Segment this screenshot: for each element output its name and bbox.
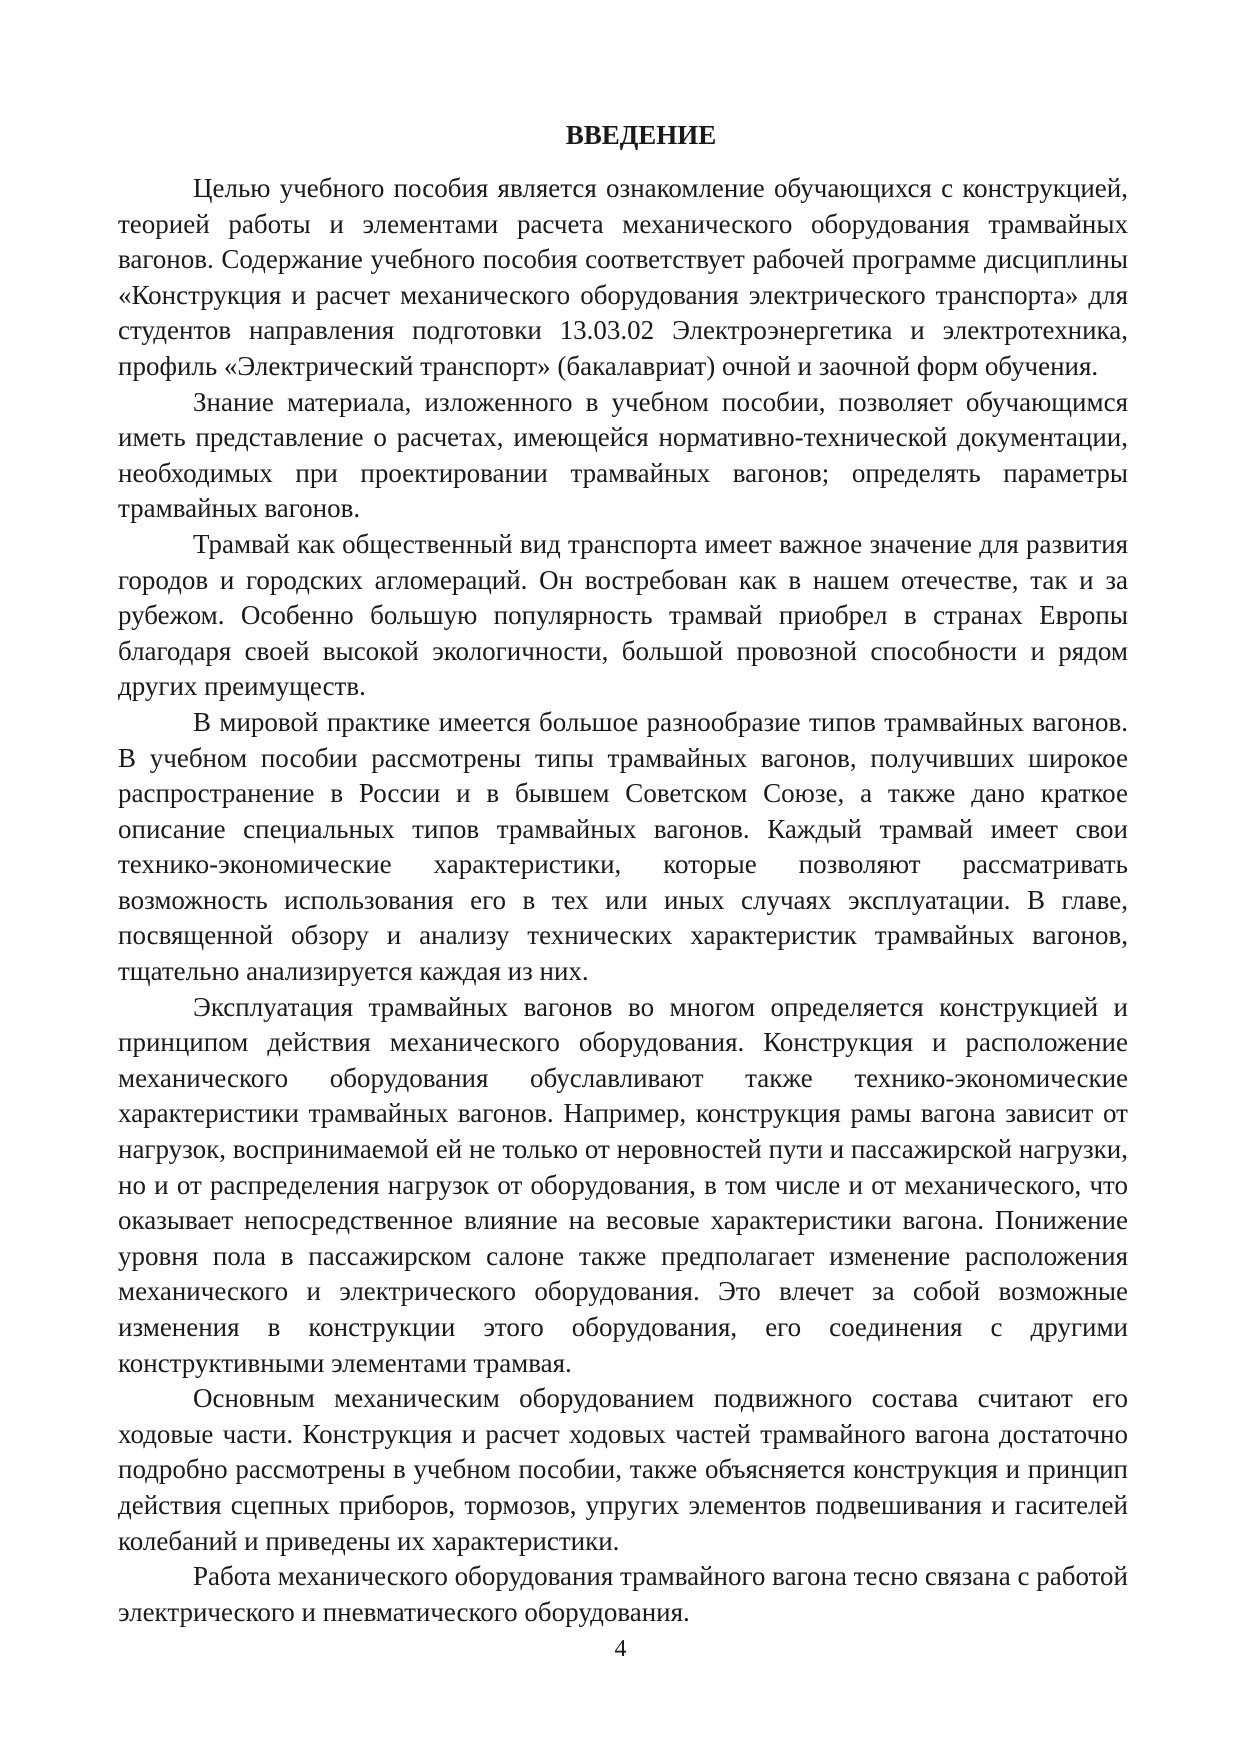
paragraph-purpose: Целью учебного пособия является ознакомление обучающихся с конструкцией, теорией работы и элементами расчета механического оборудования трамвайных вагонов. Содержание учебного пособия соответствует рабочей программе дисциплины «Конструкция и расчет механического оборудования электрического транспорта» для студентов направления подготовки 13.03.02 Электроэнергетика и электротехника, профиль «Электрический транспорт» (бакалавриат) очной и заочной форм обучения. (118, 173, 1128, 381)
paragraph-running-gear: Основным механическим оборудованием подвижного состава считают его ходовые части. Конструкция и расчет ходовых частей трамвайного вагона достаточно подробно рассмотрены в учебном пособии, также объясняется конструкция и принцип действия сцепных приборов, тормозов, упругих элементов подвешивания и гасителей колебаний и приведены их характеристики. (118, 1383, 1128, 1556)
paragraph-tram-types: В мировой практике имеется большое разнообразие типов трамвайных вагонов. В учебном пособии рассмотрены типы трамвайных вагонов, получивших широкое распространение в России и в бывшем Советском Союзе, а также дано краткое описание специальных типов трамвайных вагонов. Каждый трамвай имеет свои технико-экономические характеристики, которые позволяют рассматривать возможность использования его в тех или иных случаях эксплуатации. В главе, посвященной обзору и анализу технических характеристик трамвайных вагонов, тщательно анализируется каждая из них. (118, 706, 1128, 987)
paragraph-operation: Эксплуатация трамвайных вагонов во многом определяется конструкцией и принципом действия механического оборудования. Конструкция и расположение механического оборудования обуславливают также технико-экономические характеристики трамвайных вагонов. Например, конструкция рамы вагона зависит от нагрузок, воспринимаемой ей не только от неровностей пути и пассажирской нагрузки, но и от распределения нагрузок от оборудования, в том числе и от механического, что оказывает непосредственное влияние на весовые характеристики вагона. Понижение уровня пола в пассажирском салоне также предполагает изменение расположения механического и электрического оборудования. Это влечет за собой возможные изменения в конструкции этого оборудования, его соединения с другими конструктивными элементами трамвая. (118, 991, 1128, 1378)
section-heading: ВВЕДЕНИЕ (565, 120, 717, 150)
paragraph-conclusion: Работа механического оборудования трамвайного вагона тесно связана с работой электрического и пневматического оборудования. (118, 1561, 1128, 1627)
page-content (118, 118, 1128, 1630)
paragraph-tram-importance: Трамвай как общественный вид транспорта имеет важное значение для развития городов и городских агломераций. Он востребован как в нашем отечестве, так и за рубежом. Особенно большую популярность трамвай приобрел в странах Европы благодаря своей высокой экологичности, большой провозной способности и рядом других преимуществ. (118, 528, 1128, 702)
page-number: 4 (614, 1636, 627, 1662)
paragraph-knowledge: Знание материала, изложенного в учебном пособии, позволяет обучающимся иметь представление о расчетах, имеющейся нормативно-технической документации, необходимых при проектировании трамвайных вагонов; определять параметры трамвайных вагонов. (118, 386, 1128, 524)
